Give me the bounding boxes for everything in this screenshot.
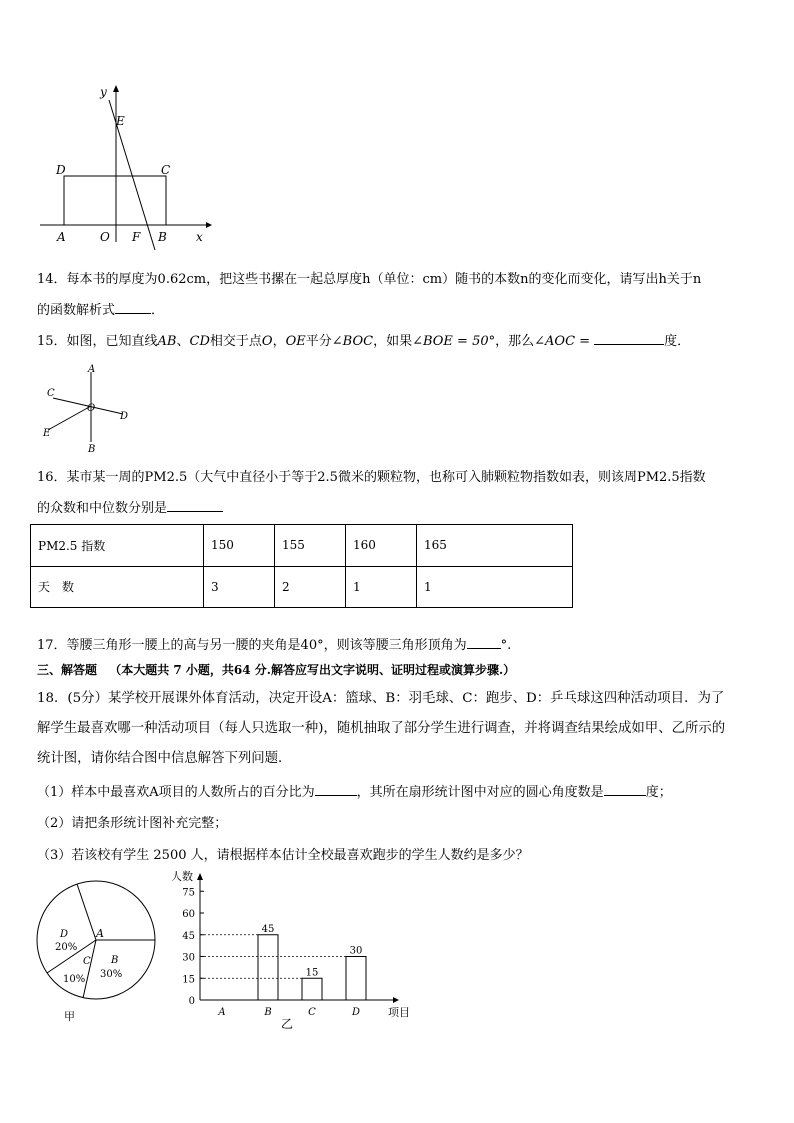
pie-slice-percent-b: 30% <box>100 969 123 980</box>
section-note: （本大题共 7 小题，共64 分.解答应写出文字说明、证明过程或演算步骤.） <box>109 663 516 677</box>
label-d: D <box>56 163 66 177</box>
q15-cd: CD <box>189 334 210 349</box>
y-axis-arrow <box>113 85 119 92</box>
table-row <box>31 566 573 608</box>
label-x: x <box>196 230 203 244</box>
label-a: A <box>88 364 96 375</box>
pie-divider-cb <box>83 940 96 998</box>
q15-text-1: 15．如图，已知直线 <box>37 334 158 349</box>
category-label: C <box>308 1007 316 1018</box>
q18-sub1-text-3: 度； <box>645 785 672 800</box>
table-cell: 150 <box>204 525 275 567</box>
table-cell: 160 <box>346 525 417 567</box>
pie-caption: 甲 <box>64 1010 75 1023</box>
rectangle-abcd <box>64 176 166 225</box>
q15-text-5: ，如果 <box>373 334 413 349</box>
pie-slice-label-c: C <box>83 956 91 967</box>
data-label: 30 <box>349 945 363 957</box>
bar-chart-title: 乙 <box>281 1017 294 1030</box>
bar-chart <box>165 866 415 1030</box>
pie-divider-ad <box>77 884 96 940</box>
q14-text: 的函数解析式 <box>37 303 116 318</box>
q15-sep: 、 <box>176 334 190 349</box>
q15-text-4: 平分 <box>305 334 332 349</box>
ray-oe <box>48 406 91 430</box>
label-e: E <box>43 428 51 439</box>
label-d: D <box>120 411 129 422</box>
q15-text-6: ，那么 <box>495 334 535 349</box>
category-label: B <box>264 1007 272 1018</box>
section-title: 三、解答题 <box>37 663 98 677</box>
answer-blank <box>315 783 357 796</box>
q17-line <box>37 636 511 655</box>
x-axis-arrow <box>206 222 212 228</box>
answer-blank <box>167 499 223 512</box>
table-cell: 1 <box>417 566 573 608</box>
q14-line2 <box>37 301 164 320</box>
coordinate-figure <box>30 80 220 250</box>
q15-line <box>37 332 690 351</box>
category-label: A <box>218 1007 226 1018</box>
y-tick-label: 45 <box>182 930 195 942</box>
label-c: C <box>161 163 171 177</box>
label-b: B <box>158 230 167 244</box>
pie-slice-percent-c: 10% <box>63 974 86 985</box>
q15-aoc: ∠AOC = <box>534 334 591 349</box>
table-cell: 2 <box>275 566 346 608</box>
pie-slice-percent-d: 20% <box>55 942 78 953</box>
bar-chart-ylabel: 人数 <box>171 870 193 883</box>
table-row <box>31 525 573 567</box>
section-heading <box>37 661 515 679</box>
bar <box>258 935 278 1000</box>
intersecting-lines-figure <box>36 360 136 456</box>
label-f: F <box>132 230 141 244</box>
y-tick-label: 30 <box>182 952 195 964</box>
category-label: D <box>351 1007 361 1018</box>
label-o: O <box>100 230 110 244</box>
q15-oe: OE <box>285 334 306 349</box>
q14-line1: 14．每本书的厚度为0.62cm，把这些书摞在一起总厚度h（单位：cm）随书的本数n的变化而变化，请写出h关于n <box>37 272 702 287</box>
pie-chart <box>36 872 166 1024</box>
y-tick-label: 60 <box>182 909 195 920</box>
pie-slice-label-d: D <box>60 929 69 940</box>
bar <box>346 957 366 1001</box>
bar-chart-xlabel: 项目 <box>388 1006 410 1019</box>
label-o: O <box>87 403 96 414</box>
bar <box>302 978 322 1000</box>
answer-blank <box>467 636 501 649</box>
q16-line2 <box>37 499 223 518</box>
pie-slice-label-b: B <box>111 955 119 966</box>
q18-sub1-text-1: （1）样本中最喜欢A项目的人数所占的百分比为 <box>37 785 315 800</box>
q15-o: O <box>261 334 273 349</box>
q18-line2: 解学生最喜欢哪一种活动项目（每人只选取一种)，随机抽取了部分学生进行调查，并将调查结果绘成如甲、乙所示的 <box>37 721 726 736</box>
bar-chart-y-arrow <box>197 873 203 880</box>
q16-line1: 16．某市某一周的PM2.5（大气中直径小于等于2.5微米的颗粒物，也称可入肺颗粒物指数如表，则该周PM2.5指数 <box>37 470 706 485</box>
q18-line1: 18．(5分）某学校开展课外体育活动，决定开设A：篮球、B：羽毛球、C：跑步、D：乒乓球这四种活动项目．为了 <box>37 691 725 706</box>
bar-chart-x-arrow <box>393 997 399 1003</box>
y-tick-label: 0 <box>188 996 195 1007</box>
label-a: A <box>57 230 66 244</box>
y-tick-label: 15 <box>182 974 195 986</box>
table-cell: 165 <box>417 525 573 567</box>
label-c: C <box>47 388 55 399</box>
q18-sub3: （3）若该校有学生 2500 人，请根据样本估计全校最喜欢跑步的学生人数约是多少？ <box>37 848 529 863</box>
table-cell: 3 <box>204 566 275 608</box>
label-e: E <box>116 114 125 128</box>
q15-ab: AB <box>157 334 177 349</box>
answer-blank <box>594 332 664 345</box>
table-cell: 155 <box>275 525 346 567</box>
q18-sub1-text-2: ，其所在扇形统计图中对应的圆心角度数是 <box>356 785 604 800</box>
q15-text-3: ， <box>272 334 286 349</box>
q14-end: ． <box>151 303 165 318</box>
q15-boe: ∠BOE = 50° <box>412 334 496 349</box>
label-b: B <box>88 444 96 455</box>
q16-text: 的众数和中位数分别是 <box>37 501 168 516</box>
q18-line3: 统计图，请你结合图中信息解答下列问题． <box>37 751 292 766</box>
q15-text-2: 相交于点 <box>209 334 262 349</box>
q15-text-7: 度． <box>664 334 691 349</box>
q17-text: 17．等腰三角形一腰上的高与另一腰的夹角是40°，则该等腰三角形顶角为 <box>37 638 467 653</box>
table-cell: 天 数 <box>31 566 204 608</box>
table-cell: 1 <box>346 566 417 608</box>
pie-center-label: A <box>96 927 104 940</box>
y-tick-label: 75 <box>182 887 195 899</box>
q15-boc: ∠BOC <box>331 334 374 349</box>
q17-end: °. <box>500 638 512 653</box>
table-cell: PM2.5 指数 <box>31 525 204 567</box>
q18-sub2: （2）请把条形统计图补充完整； <box>37 816 228 831</box>
answer-blank <box>115 301 151 314</box>
data-label: 45 <box>261 923 275 935</box>
data-label: 15 <box>305 967 319 979</box>
label-y: y <box>100 85 107 99</box>
q18-sub1 <box>37 783 672 802</box>
answer-blank <box>604 783 646 796</box>
pm25-table <box>30 524 573 608</box>
